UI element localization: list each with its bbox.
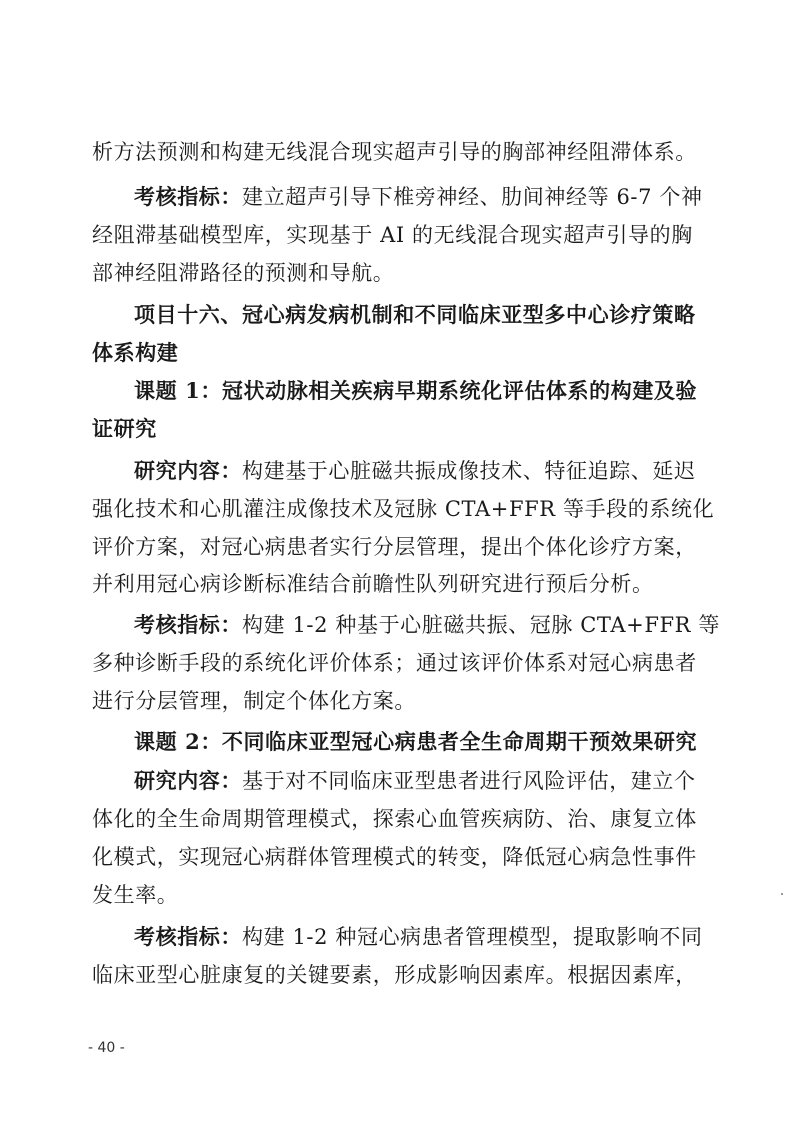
edge-mark — [781, 893, 783, 895]
body-text: 基于对不同临床亚型患者进行风险评估，建立个 — [242, 769, 696, 793]
topic-2-heading: 课题 2：不同临床亚型冠心病患者全生命周期干预效果研究 — [134, 729, 698, 754]
body-line: 进行分层管理，制定个体化方案。 — [92, 689, 416, 713]
research-label: 研究内容： — [134, 458, 242, 483]
body-line: 强化技术和心肌灌注成像技术及冠脉 CTA+FFR 等手段的系统化 — [92, 497, 715, 521]
body-line: 体化的全生命周期管理模式，探索心血管疾病防、治、康复立体 — [92, 807, 697, 831]
project-heading-cont: 体系构建 — [92, 340, 179, 365]
body-line: 发生率。 — [92, 883, 179, 907]
page-number: - 40 - — [88, 1040, 125, 1056]
body-line: 化模式，实现冠心病群体管理模式的转变，降低冠心病急性事件 — [92, 845, 697, 869]
topic-1-heading-cont: 证研究 — [92, 416, 157, 441]
body-line: 评价方案，对冠心病患者实行分层管理，提出个体化诊疗方案， — [92, 535, 697, 559]
body-line: 并利用冠心病诊断标准结合前瞻性队列研究进行预后分析。 — [92, 572, 654, 596]
body-line: 析方法预测和构建无线混合现实超声引导的胸部神经阻滞体系。 — [92, 140, 697, 164]
assessment-label: 考核指标： — [134, 612, 242, 637]
body-text: 构建基于心脏磁共振成像技术、特征追踪、延迟 — [242, 459, 696, 483]
body-line: 部神经阻滞路径的预测和导航。 — [92, 261, 395, 285]
topic-1-heading: 课题 1：冠状动脉相关疾病早期系统化评估体系的构建及验 — [134, 378, 698, 403]
assessment-label: 考核指标： — [134, 184, 242, 209]
body-text: 构建 1-2 种冠心病患者管理模型，提取影响不同 — [242, 925, 703, 949]
research-content-2 — [134, 766, 702, 796]
assessment-paragraph-1 — [134, 182, 702, 212]
body-text: 构建 1-2 种基于心脏磁共振、冠脉 CTA+FFR 等 — [242, 613, 720, 637]
assessment-label: 考核指标： — [134, 924, 242, 949]
body-line: 经阻滞基础模型库，实现基于 AI 的无线混合现实超声引导的胸 — [92, 223, 693, 247]
project-heading: 项目十六、冠心病发病机制和不同临床亚型多中心诊疗策略 — [134, 302, 696, 327]
body-line: 临床亚型心脏康复的关键要素，形成影响因素库。根据因素库， — [92, 963, 697, 987]
research-label: 研究内容： — [134, 768, 242, 793]
body-line: 多种诊断手段的系统化评价体系；通过该评价体系对冠心病患者 — [92, 651, 697, 675]
assessment-paragraph-2 — [134, 610, 720, 640]
assessment-paragraph-3 — [134, 922, 702, 952]
body-text: 建立超声引导下椎旁神经、肋间神经等 6-7 个神 — [242, 185, 703, 209]
research-content-1 — [134, 456, 702, 486]
